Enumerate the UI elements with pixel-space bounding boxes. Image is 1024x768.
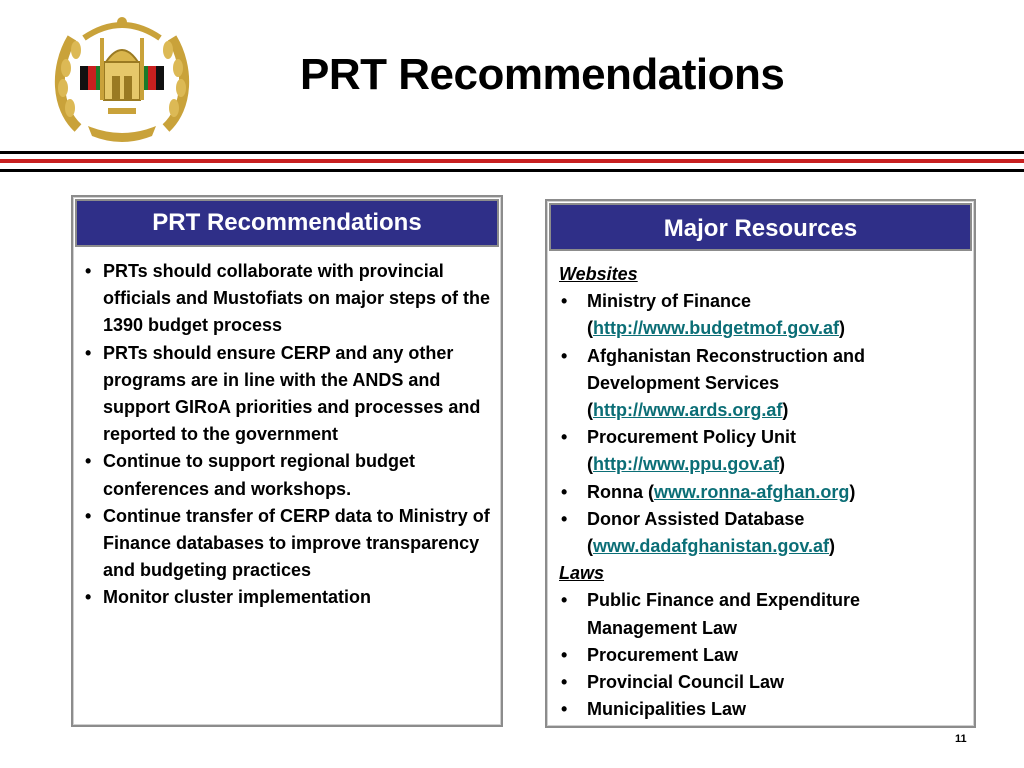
list-item: • Continue to support regional budget conferences and workshops. [85, 448, 491, 502]
recommendations-list [73, 249, 501, 612]
website-item: • Donor Assisted Database (www.dadafghanistan.gov.af) [559, 506, 964, 560]
website-name: Donor Assisted Database [587, 508, 805, 529]
law-item: • Procurement Law [559, 642, 964, 669]
header-rule-bottom [0, 169, 1024, 172]
page-number: 11 [955, 733, 967, 745]
website-item: • Ronna (www.ronna-afghan.org) [559, 479, 964, 506]
website-item: • Afghanistan Reconstruction and Development Services (http://www.ards.org.af) [559, 343, 964, 425]
list-item: • PRTs should collaborate with provincial officials and Mustofiats on major steps of the 1390 budget process [85, 258, 491, 340]
recommendations-panel [71, 195, 503, 727]
resources-content [547, 253, 974, 723]
law-item: • Provincial Council Law [559, 669, 964, 696]
laws-list [559, 587, 964, 723]
slide-title: PRT Recommendations [300, 50, 785, 99]
website-item: • Procurement Policy Unit (http://www.ppu.gov.af) [559, 424, 964, 478]
website-link[interactable]: http://www.budgetmof.gov.af [593, 318, 839, 339]
website-link[interactable]: www.ronna-afghan.org [654, 481, 850, 502]
recommendations-panel-heading: PRT Recommendations [75, 199, 499, 247]
law-item: • Municipalities Law [559, 696, 964, 723]
websites-heading: Websites [559, 264, 638, 284]
law-item: • Public Finance and Expenditure Management Law [559, 587, 964, 641]
website-link[interactable]: http://www.ards.org.af [593, 400, 783, 421]
websites-list [559, 288, 964, 560]
website-name: Ronna [587, 481, 643, 502]
website-item: • Ministry of Finance (http://www.budgetmof.gov.af) [559, 288, 964, 342]
national-emblem-icon [48, 8, 196, 148]
list-item: • Monitor cluster implementation [85, 584, 491, 611]
resources-panel [545, 199, 976, 728]
website-name: Afghanistan Reconstruction and Development Services [587, 345, 866, 393]
website-link[interactable]: http://www.ppu.gov.af [593, 454, 779, 475]
website-name: Ministry of Finance [587, 291, 752, 312]
list-item: • PRTs should ensure CERP and any other programs are in line with the ANDS and support GIRoA priorities and processes and reported to the government [85, 340, 491, 449]
website-name: Procurement Policy Unit [587, 427, 797, 448]
laws-heading: Laws [559, 563, 605, 584]
website-link[interactable]: www.dadafghanistan.gov.af [593, 536, 830, 557]
resources-panel-heading: Major Resources [549, 203, 972, 251]
header-rule-red [0, 159, 1024, 163]
header-rule-top [0, 151, 1024, 154]
list-item: • Continue transfer of CERP data to Ministry of Finance databases to improve transparency and budgeting practices [85, 503, 491, 585]
